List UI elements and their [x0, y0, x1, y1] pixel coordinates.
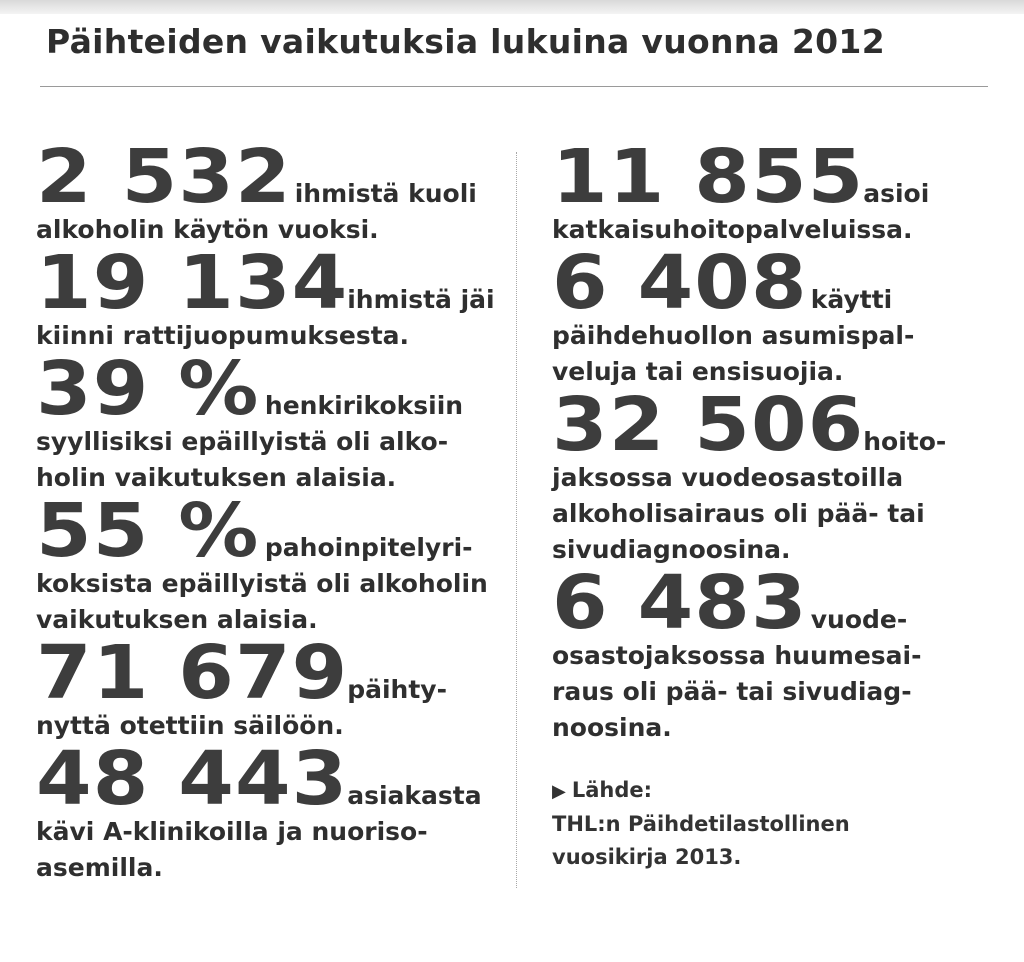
stat-text: asiakasta kävi A-klinikoilla ja nuorisoasemilla.	[36, 781, 482, 882]
title-divider	[40, 86, 988, 87]
stat-item	[36, 240, 506, 354]
stat-item	[36, 630, 506, 744]
stat-number: 71 679	[36, 630, 349, 716]
triangle-arrow-icon: ▶	[552, 781, 566, 802]
stat-item	[552, 560, 972, 746]
stat-item	[36, 488, 506, 638]
stat-number: 6 483	[552, 560, 808, 646]
top-strip	[0, 0, 1024, 14]
stat-item	[552, 134, 972, 248]
stat-number: 39 %	[36, 346, 260, 432]
source-note	[552, 774, 972, 874]
stat-text: asioi katkaisuhoitopalveluissa.	[552, 179, 930, 244]
stat-text: käytti päihdehuollon asumispalveluja tai ensisuojia.	[552, 285, 915, 386]
stat-text: ihmistä kuoli alkoholin käytön vuoksi.	[36, 179, 477, 244]
stat-item	[552, 382, 972, 568]
column-divider	[516, 152, 517, 888]
stat-number: 19 134	[36, 240, 349, 326]
stat-item	[36, 736, 506, 886]
source-text: THL:n Päihdetilastollinen vuosikirja 2013.	[552, 812, 850, 869]
stat-item	[36, 346, 506, 496]
page-title: Päihteiden vaikutuksia lukuina vuonna 2012	[46, 22, 885, 61]
stat-item	[552, 240, 972, 390]
stat-text: pahoinpitelyrikoksista epäillyistä oli alkoholin vaikutuksen alaisia.	[36, 533, 488, 634]
stat-text: henkirikoksiin syyllisiksi epäillyistä oli alkoholin vaikutuksen alaisia.	[36, 391, 464, 492]
right-column	[552, 134, 972, 874]
stat-number: 32 506	[552, 382, 865, 468]
stat-number: 2 532	[36, 134, 292, 220]
stat-number: 11 855	[552, 134, 865, 220]
stat-text: päihtynyttä otettiin säilöön.	[36, 675, 447, 740]
source-label: Lähde:	[571, 778, 653, 802]
stat-text: vuodeosastojaksossa huumesairaus oli pää- tai sivudiagnoosina.	[552, 605, 922, 742]
stat-number: 6 408	[552, 240, 808, 326]
stat-number: 48 443	[36, 736, 349, 822]
stat-text: hoitojaksossa vuodeosastoilla alkoholisairaus oli pää- tai sivudiagnoosina.	[552, 427, 947, 564]
stat-number: 55 %	[36, 488, 260, 574]
stat-text: ihmistä jäi kiinni rattijuopumuksesta.	[36, 285, 495, 350]
left-column	[36, 134, 506, 886]
stat-item	[36, 134, 506, 248]
